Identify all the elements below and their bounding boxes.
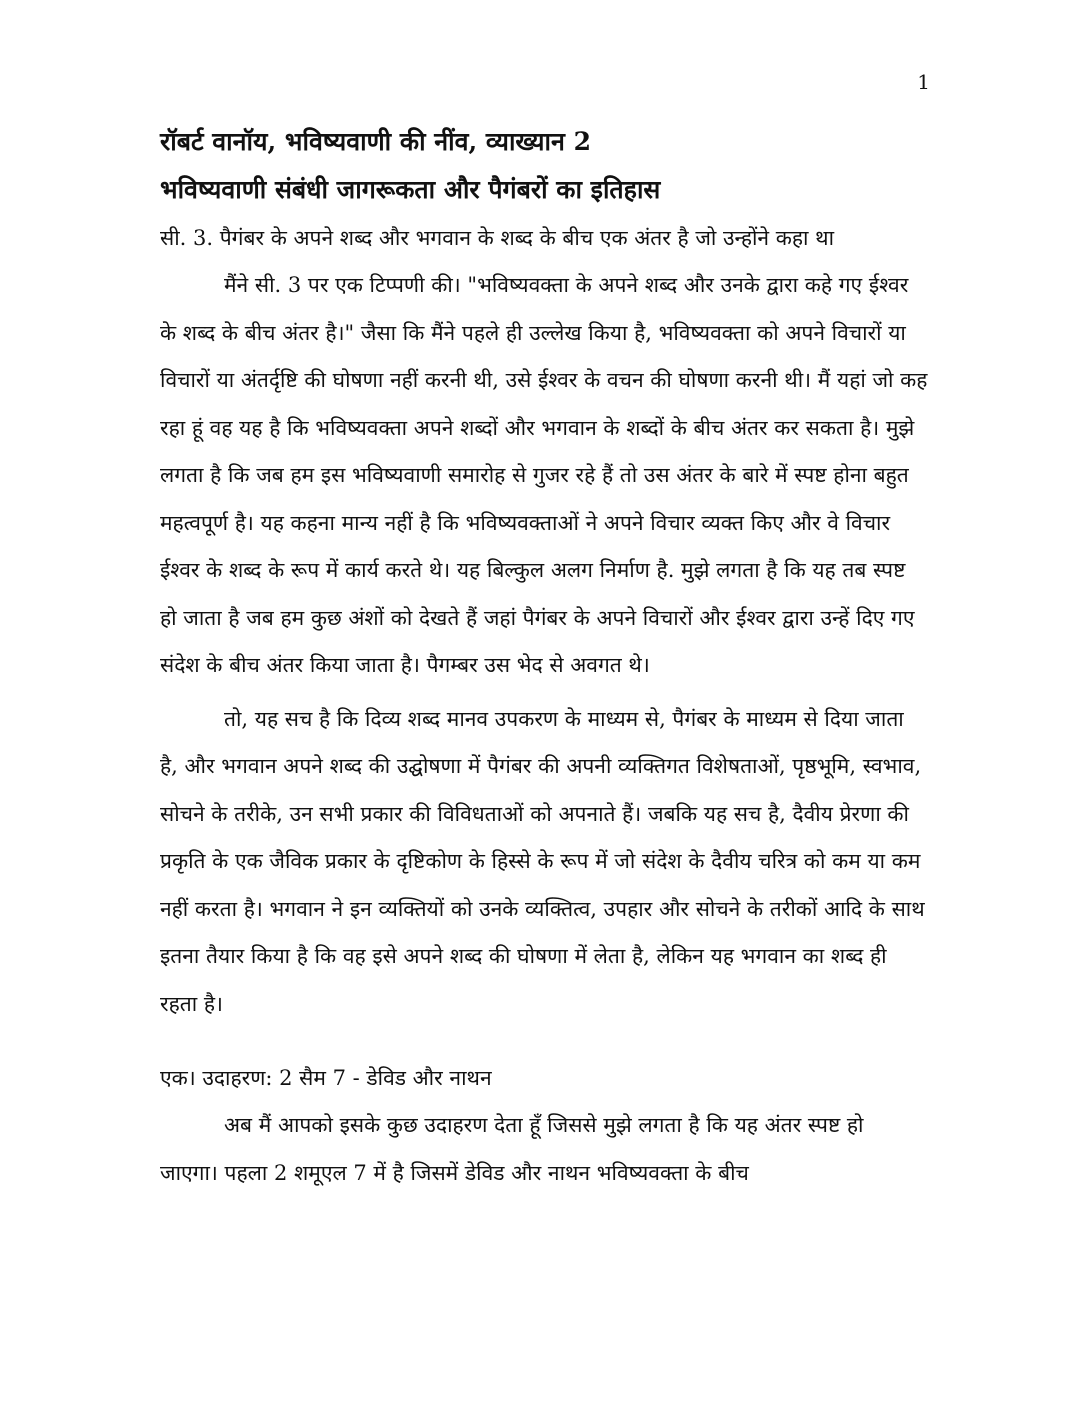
paragraph: अब मैं आपको इसके कुछ उदाहरण देता हूँ जिससे मुझे लगता है कि यह अंतर स्पष्ट हो जाएगा। पहला 2 शमूएल 7 में है जिसमें डेविड और नाथन भविष्यवक्ता के बीच — [160, 1113, 864, 1185]
section-heading-example: एक। उदाहरण: 2 सैम 7 - डेविड और नाथन — [160, 1066, 492, 1090]
paragraph: तो, यह सच है कि दिव्य शब्द मानव उपकरण के माध्यम से, पैगंबर के माध्यम से दिया जाता है, और भगवान अपने शब्द की उद्घोषणा में पैगंबर की अपनी व्यक्तिगत विशेषताओं, पृष्ठभूमि, स्वभाव, सोचने के तरीके, उन सभी प्रकार की विविधताओं को अपनाते हैं। जबकि यह सच है, दैवीय प्रेरणा की प्रकृति के एक जैविक प्रकार के दृष्टिकोण के हिस्से के रूप में जो संदेश के दैवीय चरित्र को कम या कम नहीं करता है। भगवान ने इन व्यक्तियों को उनके व्यक्तित्व, उपहार और सोचने के तरीकों आदि के साथ इतना तैयार किया है कि वह इसे अपने शब्द की घोषणा में लेता है, लेकिन यह भगवान का शब्द ही रहता है। — [160, 706, 925, 1016]
paragraph: मैंने सी. 3 पर एक टिप्पणी की। "भविष्यवक्ता के अपने शब्द और उनके द्वारा कहे गए ईश्वर के शब्द के बीच अंतर है।" जैसा कि मैंने पहले ही उल्लेख किया है, भविष्यवक्ता को अपने विचारों या विचारों या अंतर्दृष्टि की घोषणा नहीं करनी थी, उसे ईश्वर के वचन की घोषणा करनी थी। मैं यहां जो कह रहा हूं वह यह है कि भविष्यवक्ता अपने शब्दों और भगवान के शब्दों के बीच अंतर कर सकता है। मुझे लगता है कि जब हम इस भविष्यवाणी समारोह से गुजर रहे हैं तो उस अंतर के बारे में स्पष्ट होना बहुत महत्वपूर्ण है। यह कहना मान्य नहीं है कि भविष्यवक्ताओं ने अपने विचार व्यक्त किए और वे विचार ईश्वर के शब्द के रूप में कार्य करते थे। यह बिल्कुल अलग निर्माण है. मुझे लगता है कि यह तब स्पष्ट हो जाता है जब हम कुछ अंशों को देखते हैं जहां पैगंबर के अपने विचारों और ईश्वर द्वारा उन्हें दिए गए संदेश के बीच अंतर किया जाता है। पैगम्बर उस भेद से अवगत थे। — [160, 273, 928, 677]
document-title-line-1: रॉबर्ट वानॉय, भविष्यवाणी की नींव, व्याख्यान 2 — [160, 127, 592, 156]
document-body — [160, 118, 928, 1197]
section-heading-c3: सी. 3. पैगंबर के अपने शब्द और भगवान के शब्द के बीच एक अंतर है जो उन्होंने कहा था — [160, 226, 835, 250]
document-title-line-2: भविष्यवाणी संबंधी जागरूकता और पैगंबरों का इतिहास — [160, 175, 661, 204]
page-number: 1 — [917, 70, 930, 94]
section-spacer — [160, 1028, 928, 1054]
